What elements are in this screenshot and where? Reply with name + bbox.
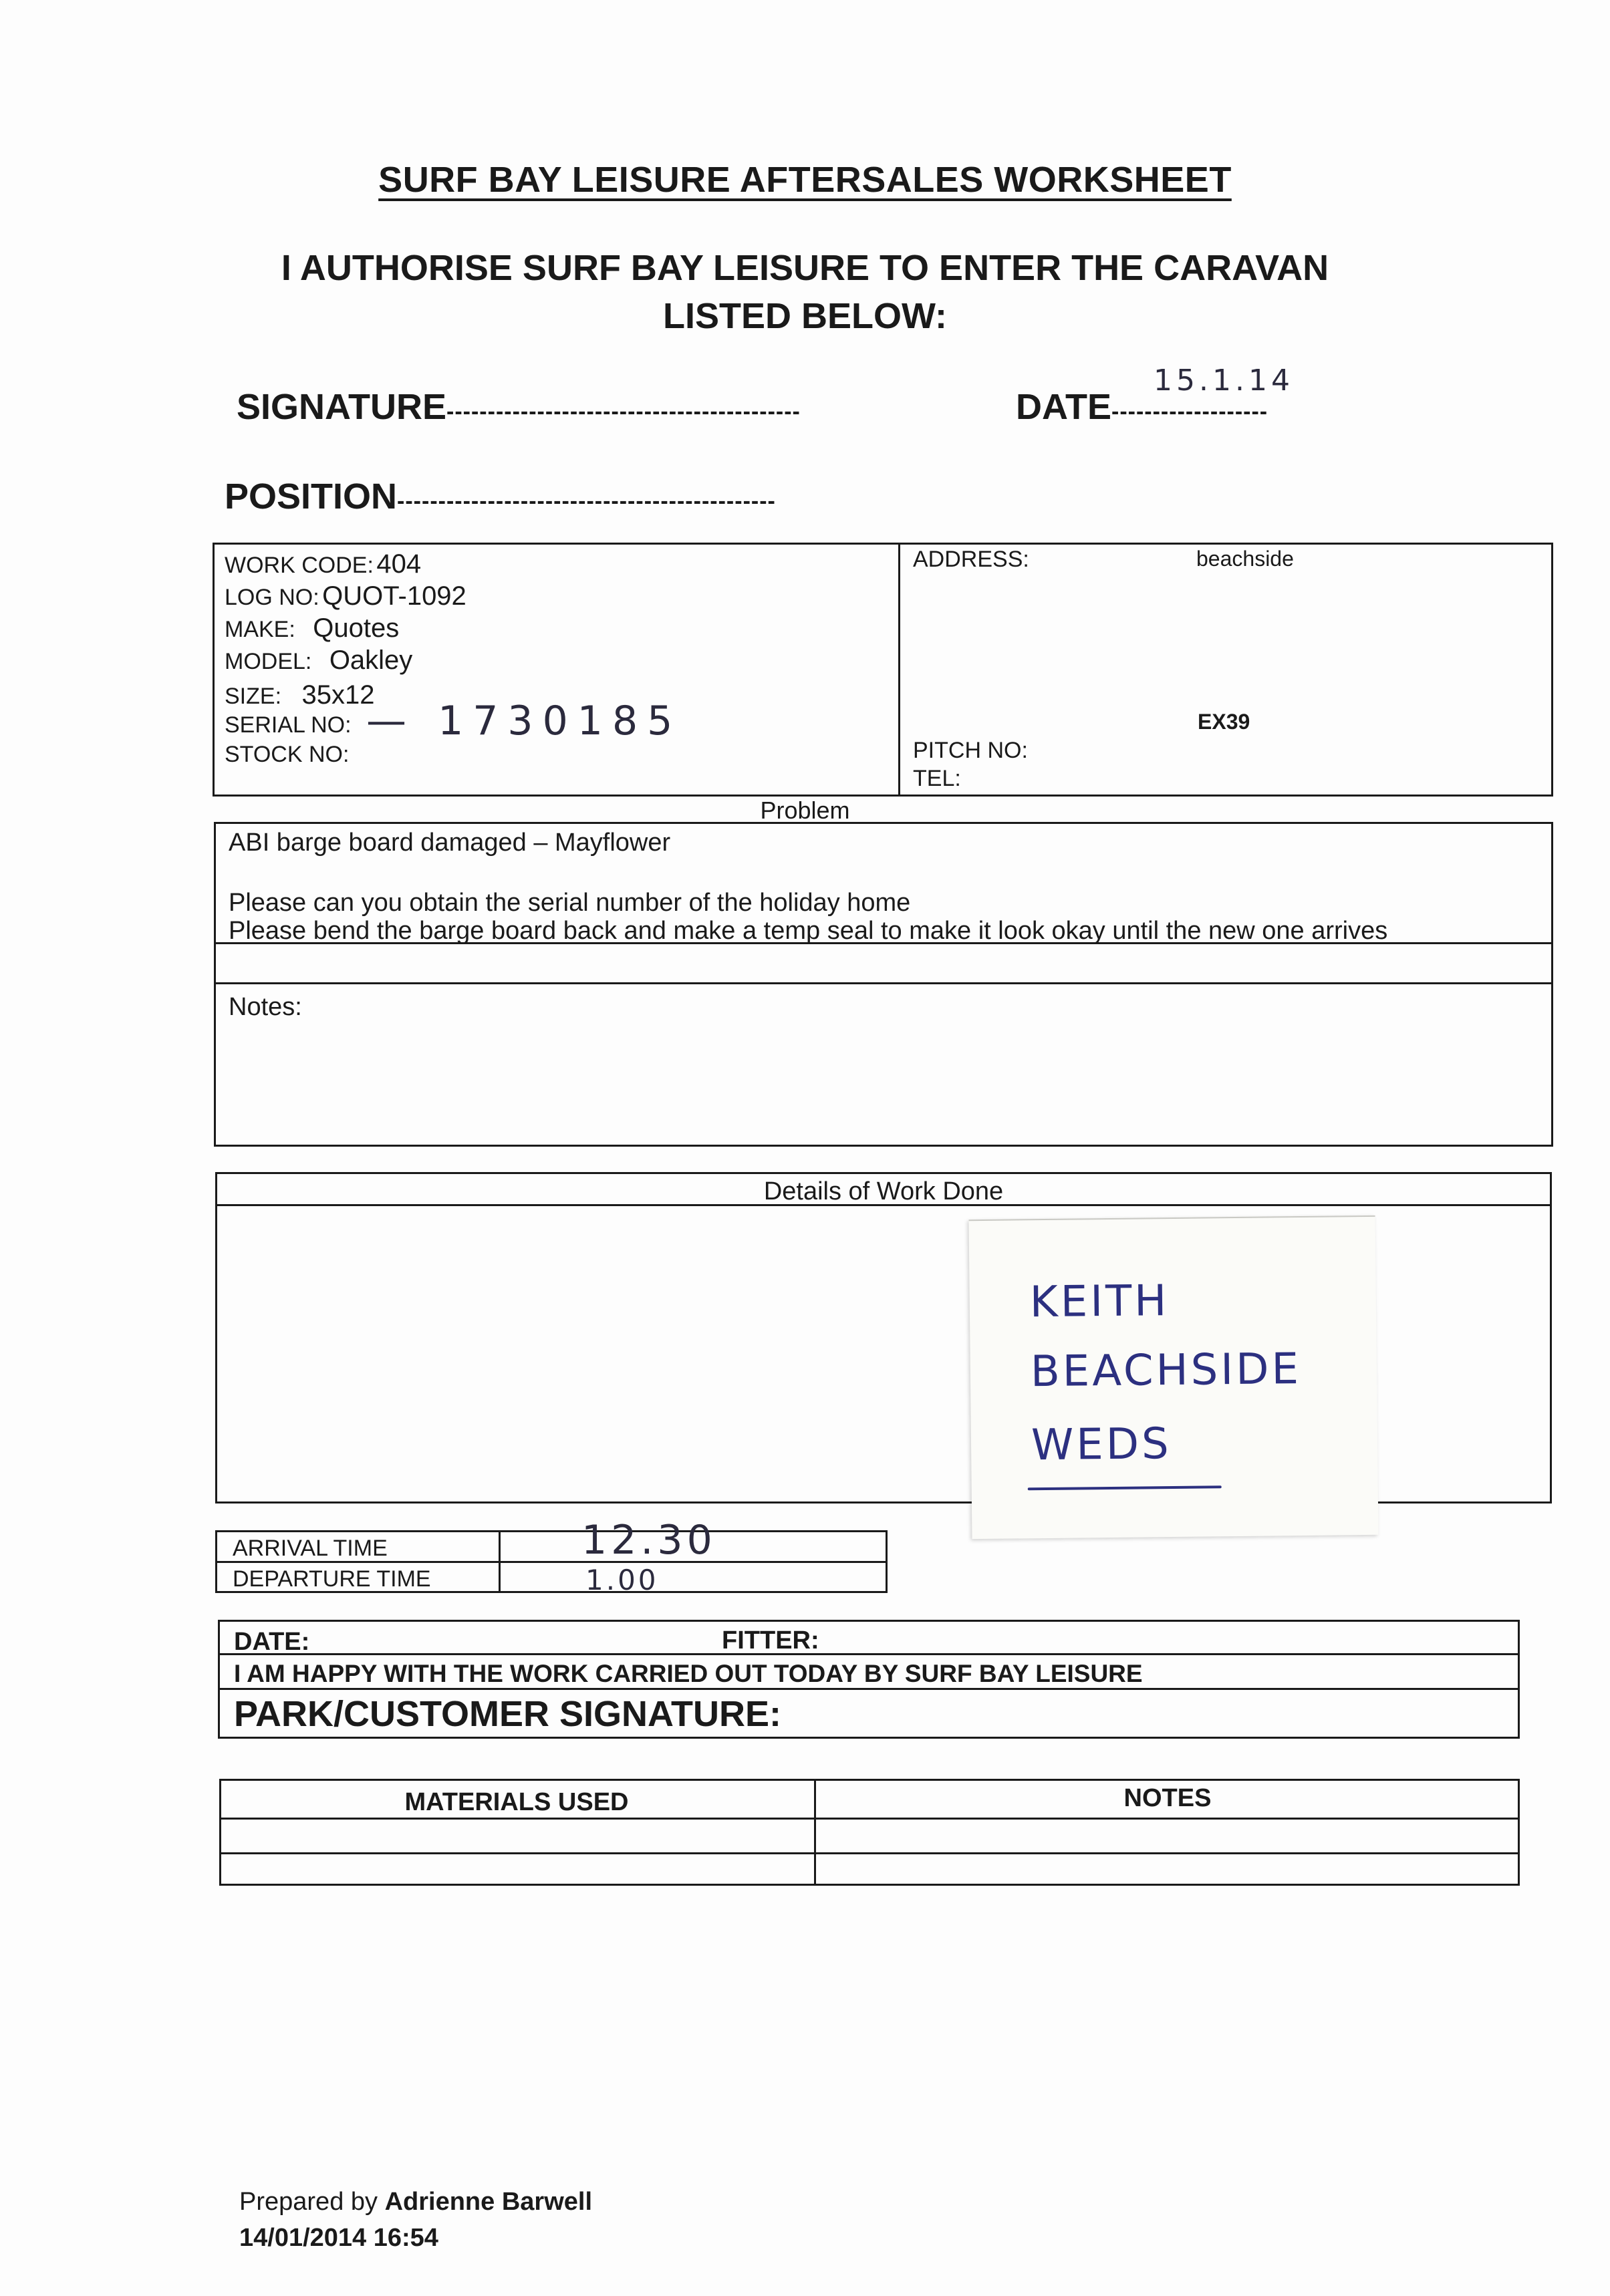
problem-line-1: ABI barge board damaged – Mayflower [229, 829, 671, 857]
arrival-time-label: ARRIVAL TIME [233, 1536, 388, 1561]
problem-line-3: Please bend the barge board back and make a temp seal to make it look okay until the new one arrives [229, 917, 1388, 945]
prepared-by [239, 2188, 592, 2216]
address-label: ADDRESS: [913, 547, 1029, 572]
size-label: SIZE: [225, 684, 282, 709]
date-label: DATE [1016, 387, 1111, 427]
problem-header: Problem [760, 797, 850, 824]
problem-line-2: Please can you obtain the serial number of the holiday home [229, 889, 911, 917]
make-row [225, 613, 399, 643]
prepared-timestamp: 14/01/2014 16:54 [239, 2224, 438, 2252]
handwritten-date: 15.1.14 [1154, 364, 1294, 398]
signature-dashes: ------------------------------------------- [446, 399, 801, 424]
signature-label: SIGNATURE [237, 387, 447, 427]
serial-no-row [225, 712, 352, 738]
log-no-value: QUOT-1092 [322, 581, 466, 611]
sticky-note-underline [1028, 1485, 1222, 1490]
arrival-time-value: 12.30 [581, 1517, 716, 1564]
sticky-note-line-1: KEITH [1029, 1276, 1170, 1328]
sticky-note-line-3: WEDS [1031, 1419, 1172, 1471]
authorisation-line-1: I AUTHORISE SURF BAY LEISURE TO ENTER THE CARAVAN [281, 248, 1329, 288]
caravan-details-box [213, 543, 1553, 797]
serial-no-handwritten: — 1730185 [366, 698, 682, 744]
date-dashes: ------------------- [1111, 399, 1268, 424]
serial-no-label: SERIAL NO: [225, 712, 352, 738]
materials-used-header: MATERIALS USED [404, 1788, 629, 1816]
model-row [225, 645, 412, 676]
model-label: MODEL: [225, 649, 312, 674]
departure-time-label: DEPARTURE TIME [233, 1566, 431, 1592]
materials-notes-header: NOTES [1123, 1784, 1212, 1812]
signature-field[interactable] [237, 386, 801, 428]
departure-time-value: 1.00 [585, 1564, 659, 1596]
stock-no-label: STOCK NO: [225, 742, 350, 767]
stock-no-row [225, 742, 349, 768]
page-title-text: SURF BAY LEISURE AFTERSALES WORKSHEET [378, 160, 1232, 200]
size-row [225, 680, 374, 710]
log-no-label: LOG NO: [225, 585, 319, 610]
prepared-by-name: Adrienne Barwell [384, 2188, 592, 2216]
authorisation-line-2: LISTED BELOW: [663, 296, 947, 336]
prepared-by-label: Prepared by [239, 2188, 378, 2216]
position-label: POSITION [225, 476, 398, 517]
work-code-row [225, 549, 421, 579]
work-done-header: Details of Work Done [763, 1177, 1004, 1205]
work-code-value: 404 [376, 549, 422, 579]
position-dashes: ---------------------------------------------- [397, 488, 776, 514]
page-title [0, 159, 1610, 200]
fitter-label: FITTER: [722, 1626, 819, 1655]
make-value: Quotes [313, 613, 400, 643]
log-no-row [225, 581, 466, 611]
address-value: beachside [1196, 547, 1294, 571]
model-value: Oakley [329, 645, 413, 675]
tel-label: TEL: [913, 766, 961, 791]
notes-label: Notes: [229, 993, 302, 1021]
customer-signature-label: PARK/CUSTOMER SIGNATURE: [234, 1694, 782, 1734]
signoff-date-label: DATE: [234, 1628, 310, 1656]
pitch-no-value: EX39 [1198, 710, 1250, 734]
pitch-no-label: PITCH NO: [913, 738, 1028, 763]
make-label: MAKE: [225, 617, 295, 642]
sticky-note-line-2: BEACHSIDE [1030, 1344, 1302, 1397]
position-field[interactable] [225, 476, 776, 517]
problem-box [214, 822, 1553, 1147]
happy-statement: I AM HAPPY WITH THE WORK CARRIED OUT TODAY BY SURF BAY LEISURE [234, 1660, 1143, 1687]
work-code-label: WORK CODE: [225, 553, 374, 578]
size-value: 35x12 [301, 680, 375, 710]
sticky-note [969, 1215, 1379, 1539]
